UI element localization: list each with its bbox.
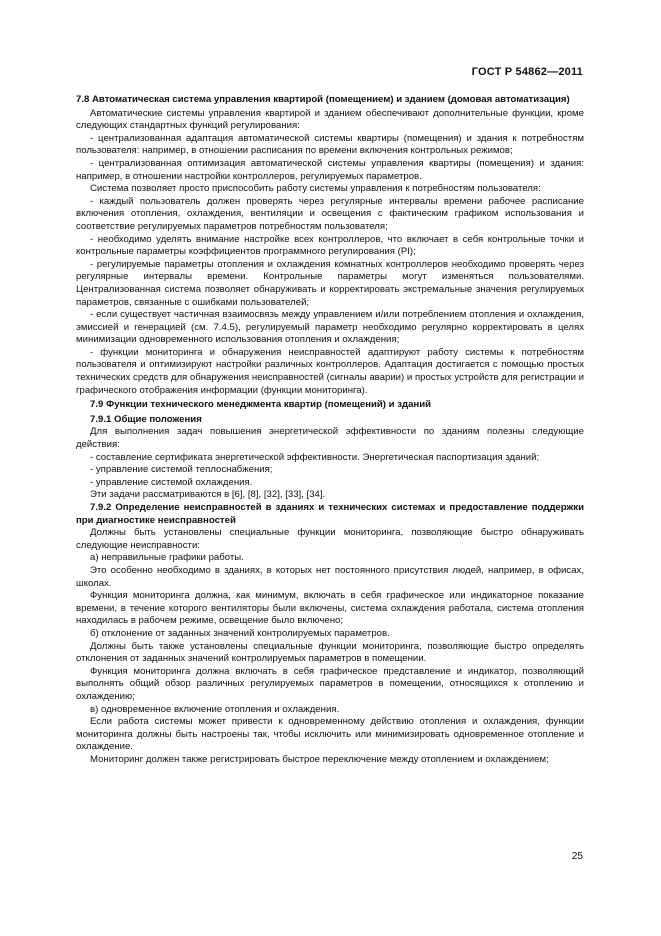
list-item: б) отклонение от заданных значений контролируемых параметров. — [90, 627, 390, 639]
subsection-heading-7-9-2: 7.9.2 Определение неисправностей в зданиях и технических системах и предоставление поддержки при диагностике неисправностей — [76, 502, 584, 526]
paragraph: Если работа системы может привести к одновременному действию отопления и охлаждения, функции мониторинга должны быть настроены так, чтобы исключить или минимизировать одновременное отопление и охлаждение. — [76, 716, 584, 753]
list-item: - необходимо уделять внимание настройке всех контроллеров, что включает в себя контрольные точки и контрольные параметры коэффициентов программного регулирования (PI); — [76, 233, 584, 258]
list-item: - если существует частичная взаимосвязь между управлением и/или потреблением отопления и охлаждения, эмиссией и генерацией (см. 7.4.5), регулируемый параметр необходимо регулярно корректировать в целях минимизации одновременного использования отопления и охлаждения; — [76, 309, 584, 346]
paragraph: Для выполнения задач повышения энергетической эффективности по зданиям полезны следующие действия: — [76, 426, 584, 451]
paragraph: Система позволяет просто приспособить работу системы управления к потребностям пользователя: — [90, 183, 541, 195]
page-number: 25 — [571, 851, 583, 862]
paragraph: Это особенно необходимо в зданиях, в которых нет постоянного присутствия людей, например, в офисах, школах. — [76, 564, 584, 589]
list-item: - функции мониторинга и обнаружения неисправностей адаптируют работу системы к потребностям пользователя и оптимизируют настройки различных контроллеров. Адаптация достигается с помощью простых технических средств для обнаружения неисправностей (сигналы аварии) и простых устройств для регистрации и графического отображения информации (функции мониторинга). — [76, 346, 584, 396]
list-item: - централизованная оптимизация автоматической системы управления квартиры (помещения) и здания: например, в отношении настройки контроллеров, регулируемых параметров. — [76, 157, 584, 182]
document-id-header: ГОСТ Р 54862—2011 — [471, 66, 583, 78]
paragraph: Мониторинг должен также регистрировать быстрое переключение между отоплением и охлаждением; — [90, 753, 549, 765]
list-item: - централизованная адаптация автоматической системы квартиры (помещения) и здания к потребностям пользователя: например, в отношении расписания по времени включения контрольных режимов; — [76, 132, 584, 157]
paragraph: Функция мониторинга должна включать в себя графическое представление и индикатор, позволяющий выполнять общий обзор различных регулируемых параметров в помещении, относящихся к отоплению и охлаждению; — [76, 665, 584, 702]
list-item: в) одновременное включение отопления и охлаждения. — [90, 703, 340, 715]
paragraph: Эти задачи рассматриваются в [6], [8], [32], [33], [34]. — [90, 489, 326, 501]
list-item: - составление сертификата энергетической эффективности. Энергетическая паспортизация зданий; — [90, 451, 540, 463]
list-item: - каждый пользователь должен проверять через регулярные интервалы времени рабочее расписание включения отопления, охлаждения, вентиляции и освещения с фактическим графиком использования и соответствие регулируемых параметров потребностям пользователя; — [76, 195, 584, 232]
list-item: - регулируемые параметры отопления и охлаждения комнатных контроллеров необходимо проверять через регулярные интервалы времени. Контрольные параметры могут изменяться пользователями. Централизованная система позволяет обнаруживать и корректировать экстремальные значения регулируемых параметров, связанные с ошибками пользователей; — [76, 258, 584, 308]
list-item: а) неправильные графики работы. — [90, 552, 244, 564]
subsection-heading-7-9-1: 7.9.1 Общие положения — [90, 413, 202, 425]
paragraph: Функция мониторинга должна, как минимум, включать в себя графическое или индикаторное показание времени, в течение которого вентиляторы были включены, система охлаждения работала, система отопления находилась в рабочем режиме, освещение было включено; — [76, 590, 584, 627]
paragraph: Автоматические системы управления квартирой и зданием обеспечивают дополнительные функции, кроме следующих стандартных функций регулирования: — [76, 107, 584, 132]
paragraph: Должны быть также установлены специальные функции мониторинга, позволяющие быстро определять отклонения от заданных значений контролируемых параметров в помещении. — [76, 640, 584, 665]
list-item: - управление системой теплоснабжения; — [90, 464, 273, 476]
page-content — [76, 94, 584, 766]
section-heading-7-8: 7.8 Автоматическая система управления квартирой (помещением) и зданием (домовая автоматизация) — [76, 94, 570, 105]
paragraph: Должны быть установлены специальные функции мониторинга, позволяющие быстро обнаруживать следующие неисправности: — [76, 527, 584, 551]
list-item: - управление системой охлаждения. — [90, 476, 253, 488]
section-heading-7-9: 7.9 Функции технического менеджмента квартир (помещений) и зданий — [90, 399, 431, 411]
